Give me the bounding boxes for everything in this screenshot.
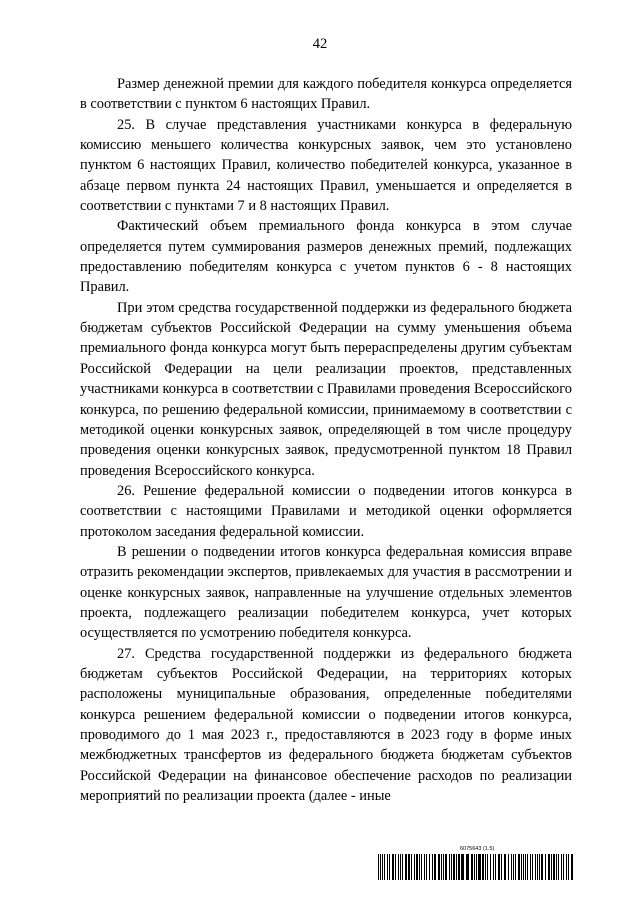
- barcode-label: 6075643 (1.5): [460, 846, 495, 852]
- paragraph: 26. Решение федеральной комиссии о подведении итогов конкурса в соответствии с настоящими Правилами и методикой оценки оформляется протоколом заседания федеральной комиссии.: [80, 482, 572, 540]
- body-text: [80, 74, 572, 806]
- page-number: 42: [312, 36, 328, 52]
- paragraph: Фактический объем премиального фонда конкурса в этом случае определяется путем суммирования размеров денежных премий, подлежащих предоставлению победителям конкурса с учетом пунктов 6 - 8 настоящих Правил.: [80, 218, 572, 296]
- paragraph: Размер денежной премии для каждого победителя конкурса определяется в соответствии с пунктом 6 настоящих Правил.: [80, 76, 572, 113]
- paragraph: 25. В случае представления участниками конкурса в федеральную комиссию меньшего количества конкурсных заявок, чем это установлено пунктом 6 настоящих Правил, количество победителей конкурса, указанное в абзаце первом пункта 24 настоящих Правил, уменьшается и определяется в соответствии с пунктами 7 и 8 настоящих Правил.: [80, 116, 572, 215]
- paragraph: 27. Средства государственной поддержки из федерального бюджета бюджетам субъектов Российской Федерации, на территориях которых расположены муниципальные образования, определенные победителями конкурса решением федеральной комиссии о подведении итогов конкурса, проводимого до 1 мая 2023 г., предоставляются в 2023 году в форме иных межбюджетных трансфертов из федерального бюджета бюджетам субъектов Российской Федерации на финансовое обеспечение расходов по реализации мероприятий по реализации проекта (далее - иные: [80, 645, 572, 805]
- paragraph: При этом средства государственной поддержки из федерального бюджета бюджетам субъектов Российской Федерации на сумму уменьшения объема премиального фонда конкурса могут быть перераспределены другим субъектам Российской Федерации на цели реализации проектов, представленных участниками конкурса в соответствии с Правилами проведения Всероссийского конкурса, по решению федеральной комиссии, принимаемому в соответствии с методикой оценки конкурсных заявок, определяющей в том числе процедуру проведения оценки конкурсных заявок, предусмотренной пунктом 18 Правил проведения Всероссийского конкурса.: [80, 299, 572, 479]
- paragraph: В решении о подведении итогов конкурса федеральная комиссия вправе отразить рекомендации экспертов, привлекаемых для участия в рассмотрении и оценке конкурсных заявок, направленные на улучшение отдельных элементов проекта, подлежащего реализации победителем конкурса, учет которых осуществляется по усмотрению победителя конкурса.: [80, 543, 572, 642]
- barcode-block: [378, 846, 574, 882]
- barcode: [378, 854, 574, 880]
